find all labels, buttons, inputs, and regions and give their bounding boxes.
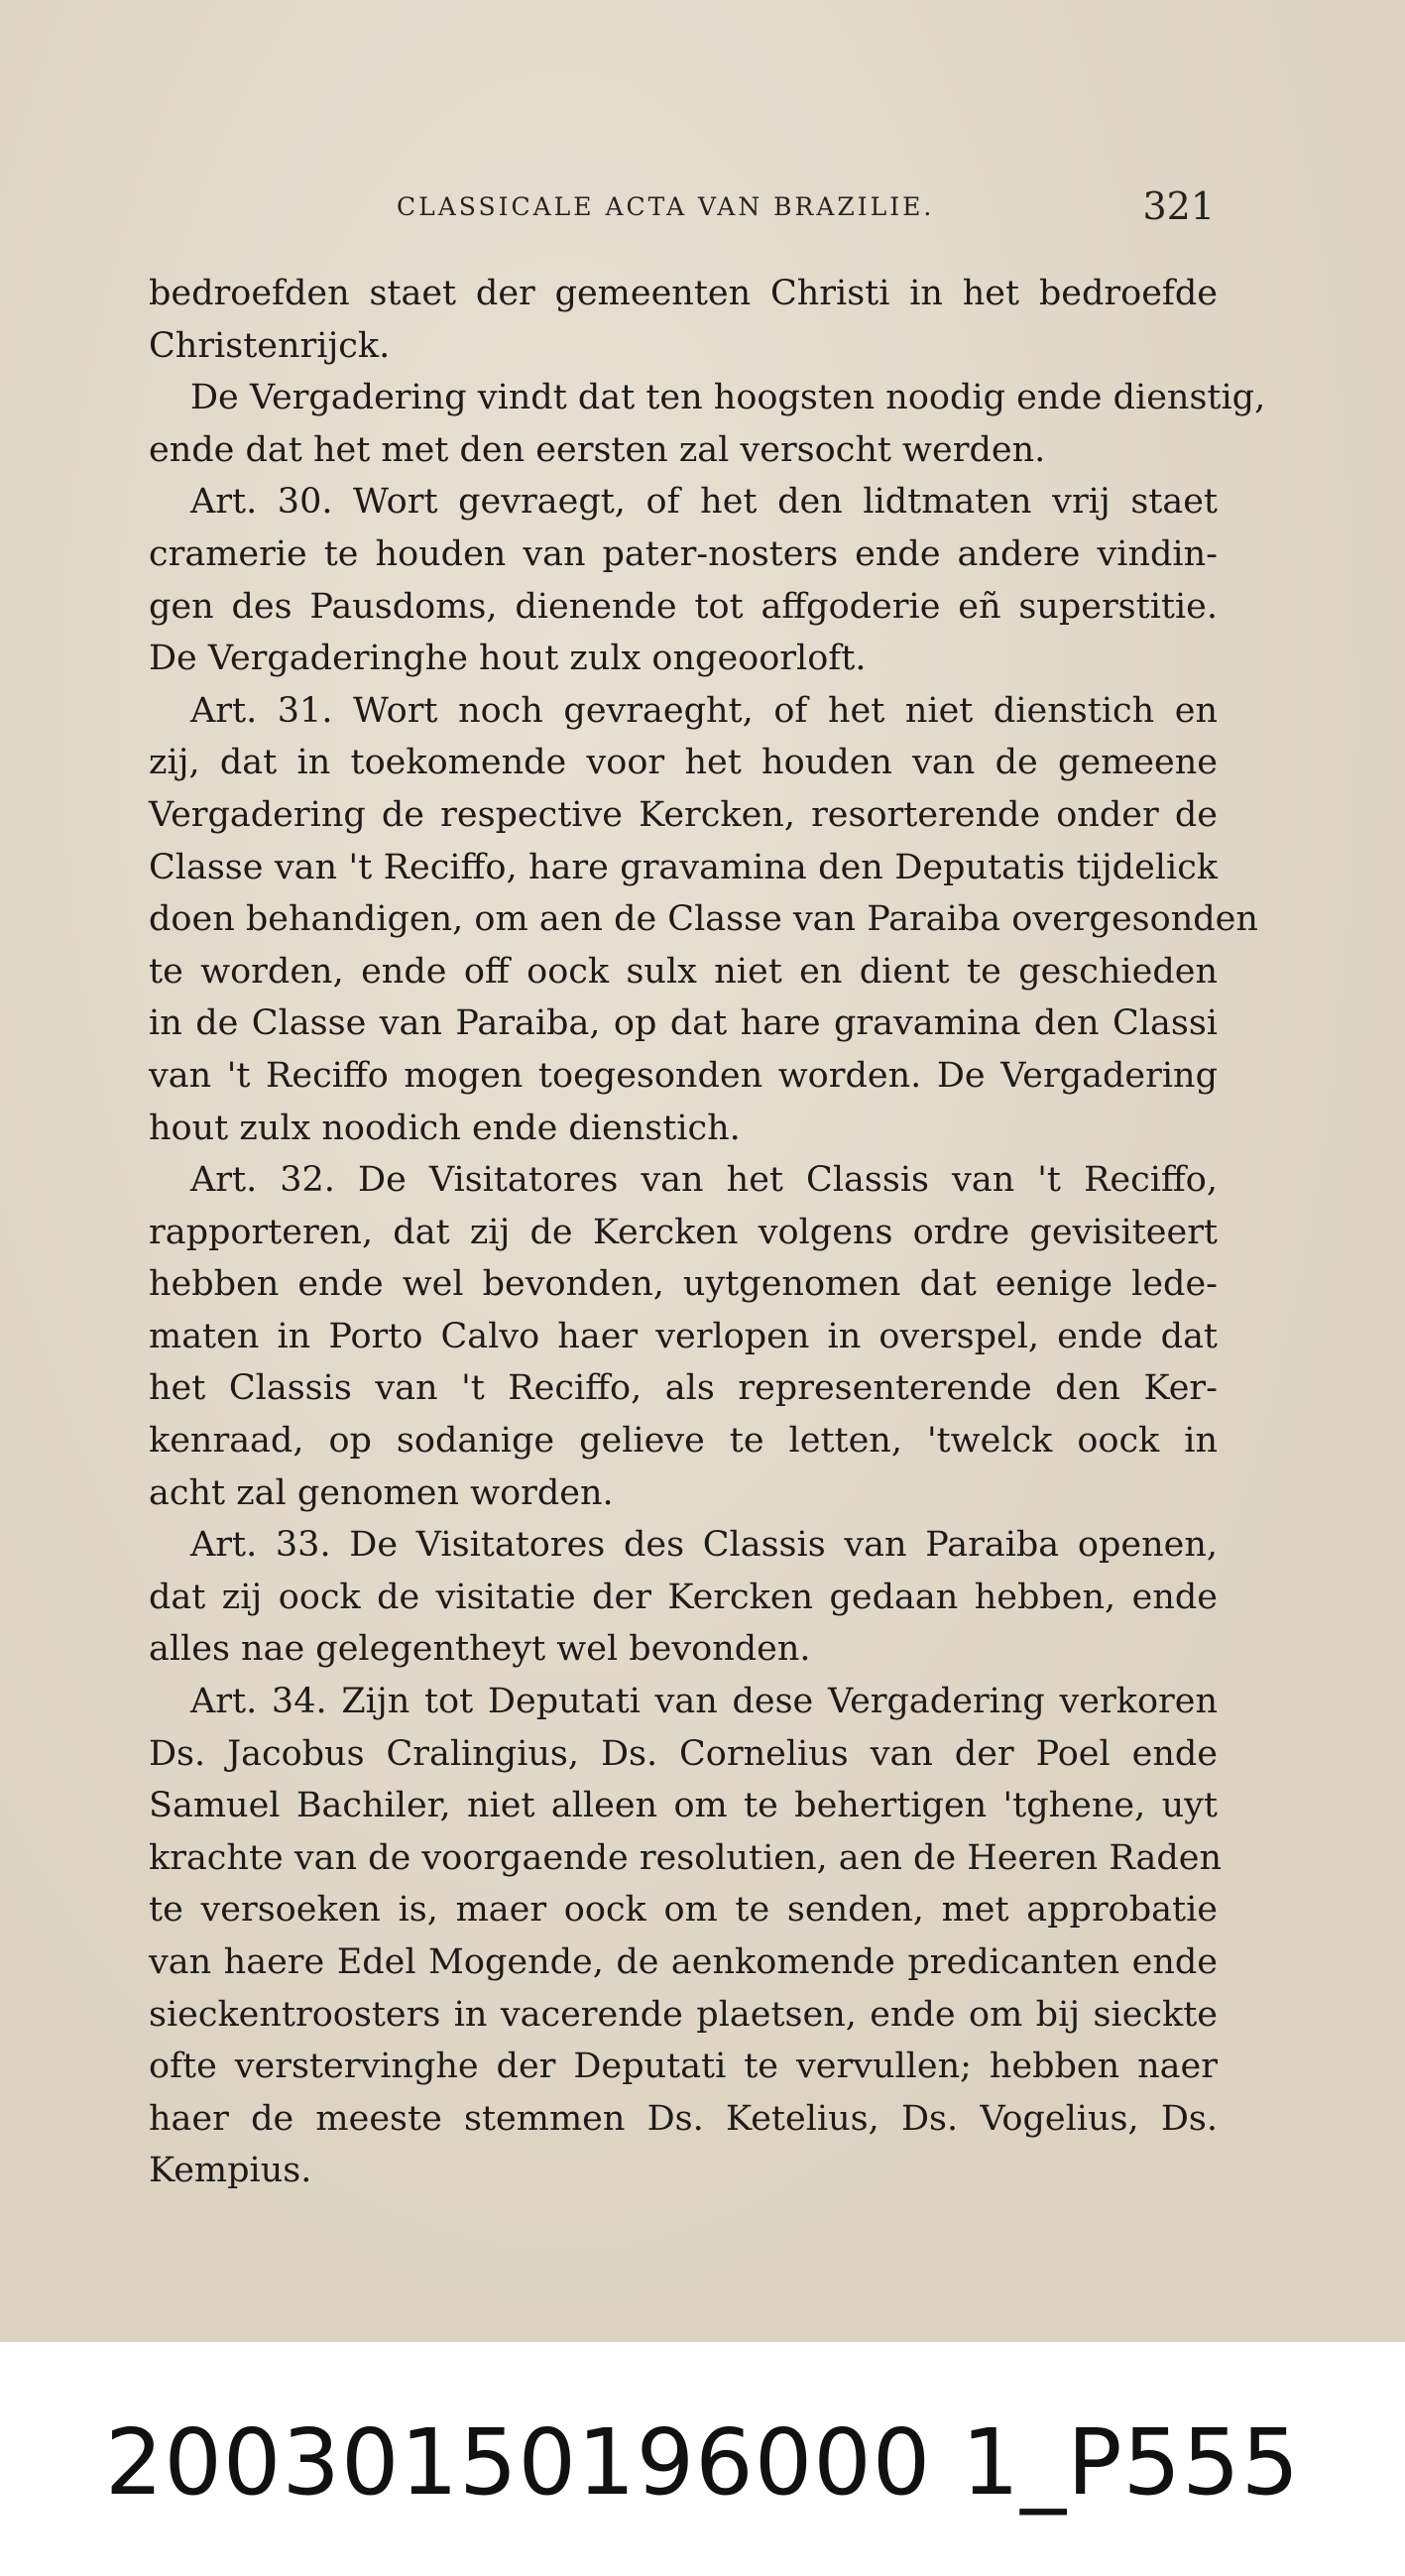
text-line: De Vergaderinghe hout zulx ongeoorloft. bbox=[149, 639, 867, 679]
body-text bbox=[149, 268, 1266, 2197]
text-line: Samuel Bachiler, niet alleen om te behertigen 'tghene, uyt bbox=[149, 1786, 1218, 1826]
text-line: sieckentroosters in vacerende plaetsen, ende om bij sieckte bbox=[149, 1994, 1218, 2035]
text-line: rapporteren, dat zij de Kercken volgens ordre gevisiteert bbox=[149, 1212, 1218, 1252]
text-line: hebben ende wel bevonden, uytgenomen dat eenige lede- bbox=[149, 1264, 1218, 1305]
text-line: krachte van de voorgaende resolutien, aen de Heeren Raden bbox=[149, 1837, 1223, 1878]
text-line: Art. 32. De Visitatores van het Classis van 't Reciffo, bbox=[190, 1160, 1218, 1201]
text-line: ende dat het met den eersten zal versocht werden. bbox=[149, 429, 1046, 470]
text-line: Art. 31. Wort noch gevraeght, of het niet dienstich en bbox=[190, 690, 1218, 731]
text-line: van 't Reciffo mogen toegesonden worden. De Vergadering bbox=[149, 1055, 1218, 1096]
text-line: in de Classe van Paraiba, op dat hare gravamina den Classi bbox=[149, 1003, 1218, 1044]
text-line: het Classis van 't Reciffo, als representerende den Ker- bbox=[149, 1368, 1218, 1409]
text-line: te worden, ende off oock sulx niet en dient te geschieden bbox=[149, 951, 1218, 992]
text-line: hout zulx noodich ende dienstich. bbox=[149, 1108, 741, 1148]
scan-identifier: 20030150196000 1_P555 bbox=[104, 2409, 1301, 2516]
text-line: Vergadering de respective Kercken, resorterende onder de bbox=[149, 794, 1218, 835]
text-line: bedroefden staet der gemeenten Christi in het bedroefde bbox=[149, 274, 1218, 313]
text-line: ofte verstervinghe der Deputati te vervullen; hebben naer bbox=[149, 2047, 1218, 2087]
running-title: CLASSICALE ACTA VAN BRAZILIE. bbox=[397, 192, 935, 221]
text-line: zij, dat in toekomende voor het houden van de gemeene bbox=[149, 743, 1218, 783]
text-line: Art. 30. Wort gevraegt, of het den lidtmaten vrij staet bbox=[190, 482, 1218, 523]
text-line: van haere Edel Mogende, de aenkomende predicanten ende bbox=[149, 1942, 1218, 1982]
scan-footer bbox=[0, 2342, 1405, 2576]
text-line: dat zij oock de visitatie der Kercken gedaan hebben, ende bbox=[149, 1577, 1218, 1617]
running-head bbox=[149, 184, 1215, 234]
text-line: Ds. Jacobus Cralingius, Ds. Cornelius van der Poel ende bbox=[149, 1733, 1218, 1774]
page-number: 321 bbox=[1142, 184, 1215, 228]
text-line: doen behandigen, om aen de Classe van Paraiba overgesonden bbox=[149, 899, 1258, 940]
text-line: alles nae gelegentheyt wel bevonden. bbox=[149, 1629, 811, 1670]
text-line: Christenrijck. bbox=[149, 325, 391, 366]
text-line: Classe van 't Reciffo, hare gravamina den Deputatis tijdelick bbox=[149, 847, 1218, 887]
text-line: De Vergadering vindt dat ten hoogsten noodig ende dienstig, bbox=[190, 378, 1266, 418]
text-line: gen des Pausdoms, dienende tot affgoderie eñ superstitie. bbox=[149, 586, 1218, 627]
text-line: Art. 33. De Visitatores des Classis van Paraiba openen, bbox=[190, 1525, 1218, 1566]
text-line: cramerie te houden van pater-nosters ende andere vindin- bbox=[149, 533, 1218, 574]
text-line: Art. 34. Zijn tot Deputati van dese Vergadering verkoren bbox=[190, 1682, 1218, 1722]
text-line: te versoeken is, maer oock om te senden, met approbatie bbox=[149, 1890, 1218, 1931]
text-line: Kempius. bbox=[149, 2151, 312, 2191]
text-line: maten in Porto Calvo haer verlopen in overspel, ende dat bbox=[149, 1316, 1218, 1356]
text-line: kenraad, op sodanige gelieve te letten, 'twelck oock in bbox=[149, 1421, 1218, 1462]
text-line: acht zal genomen worden. bbox=[149, 1472, 614, 1513]
text-line: haer de meeste stemmen Ds. Ketelius, Ds. Vogelius, Ds. bbox=[149, 2098, 1218, 2139]
